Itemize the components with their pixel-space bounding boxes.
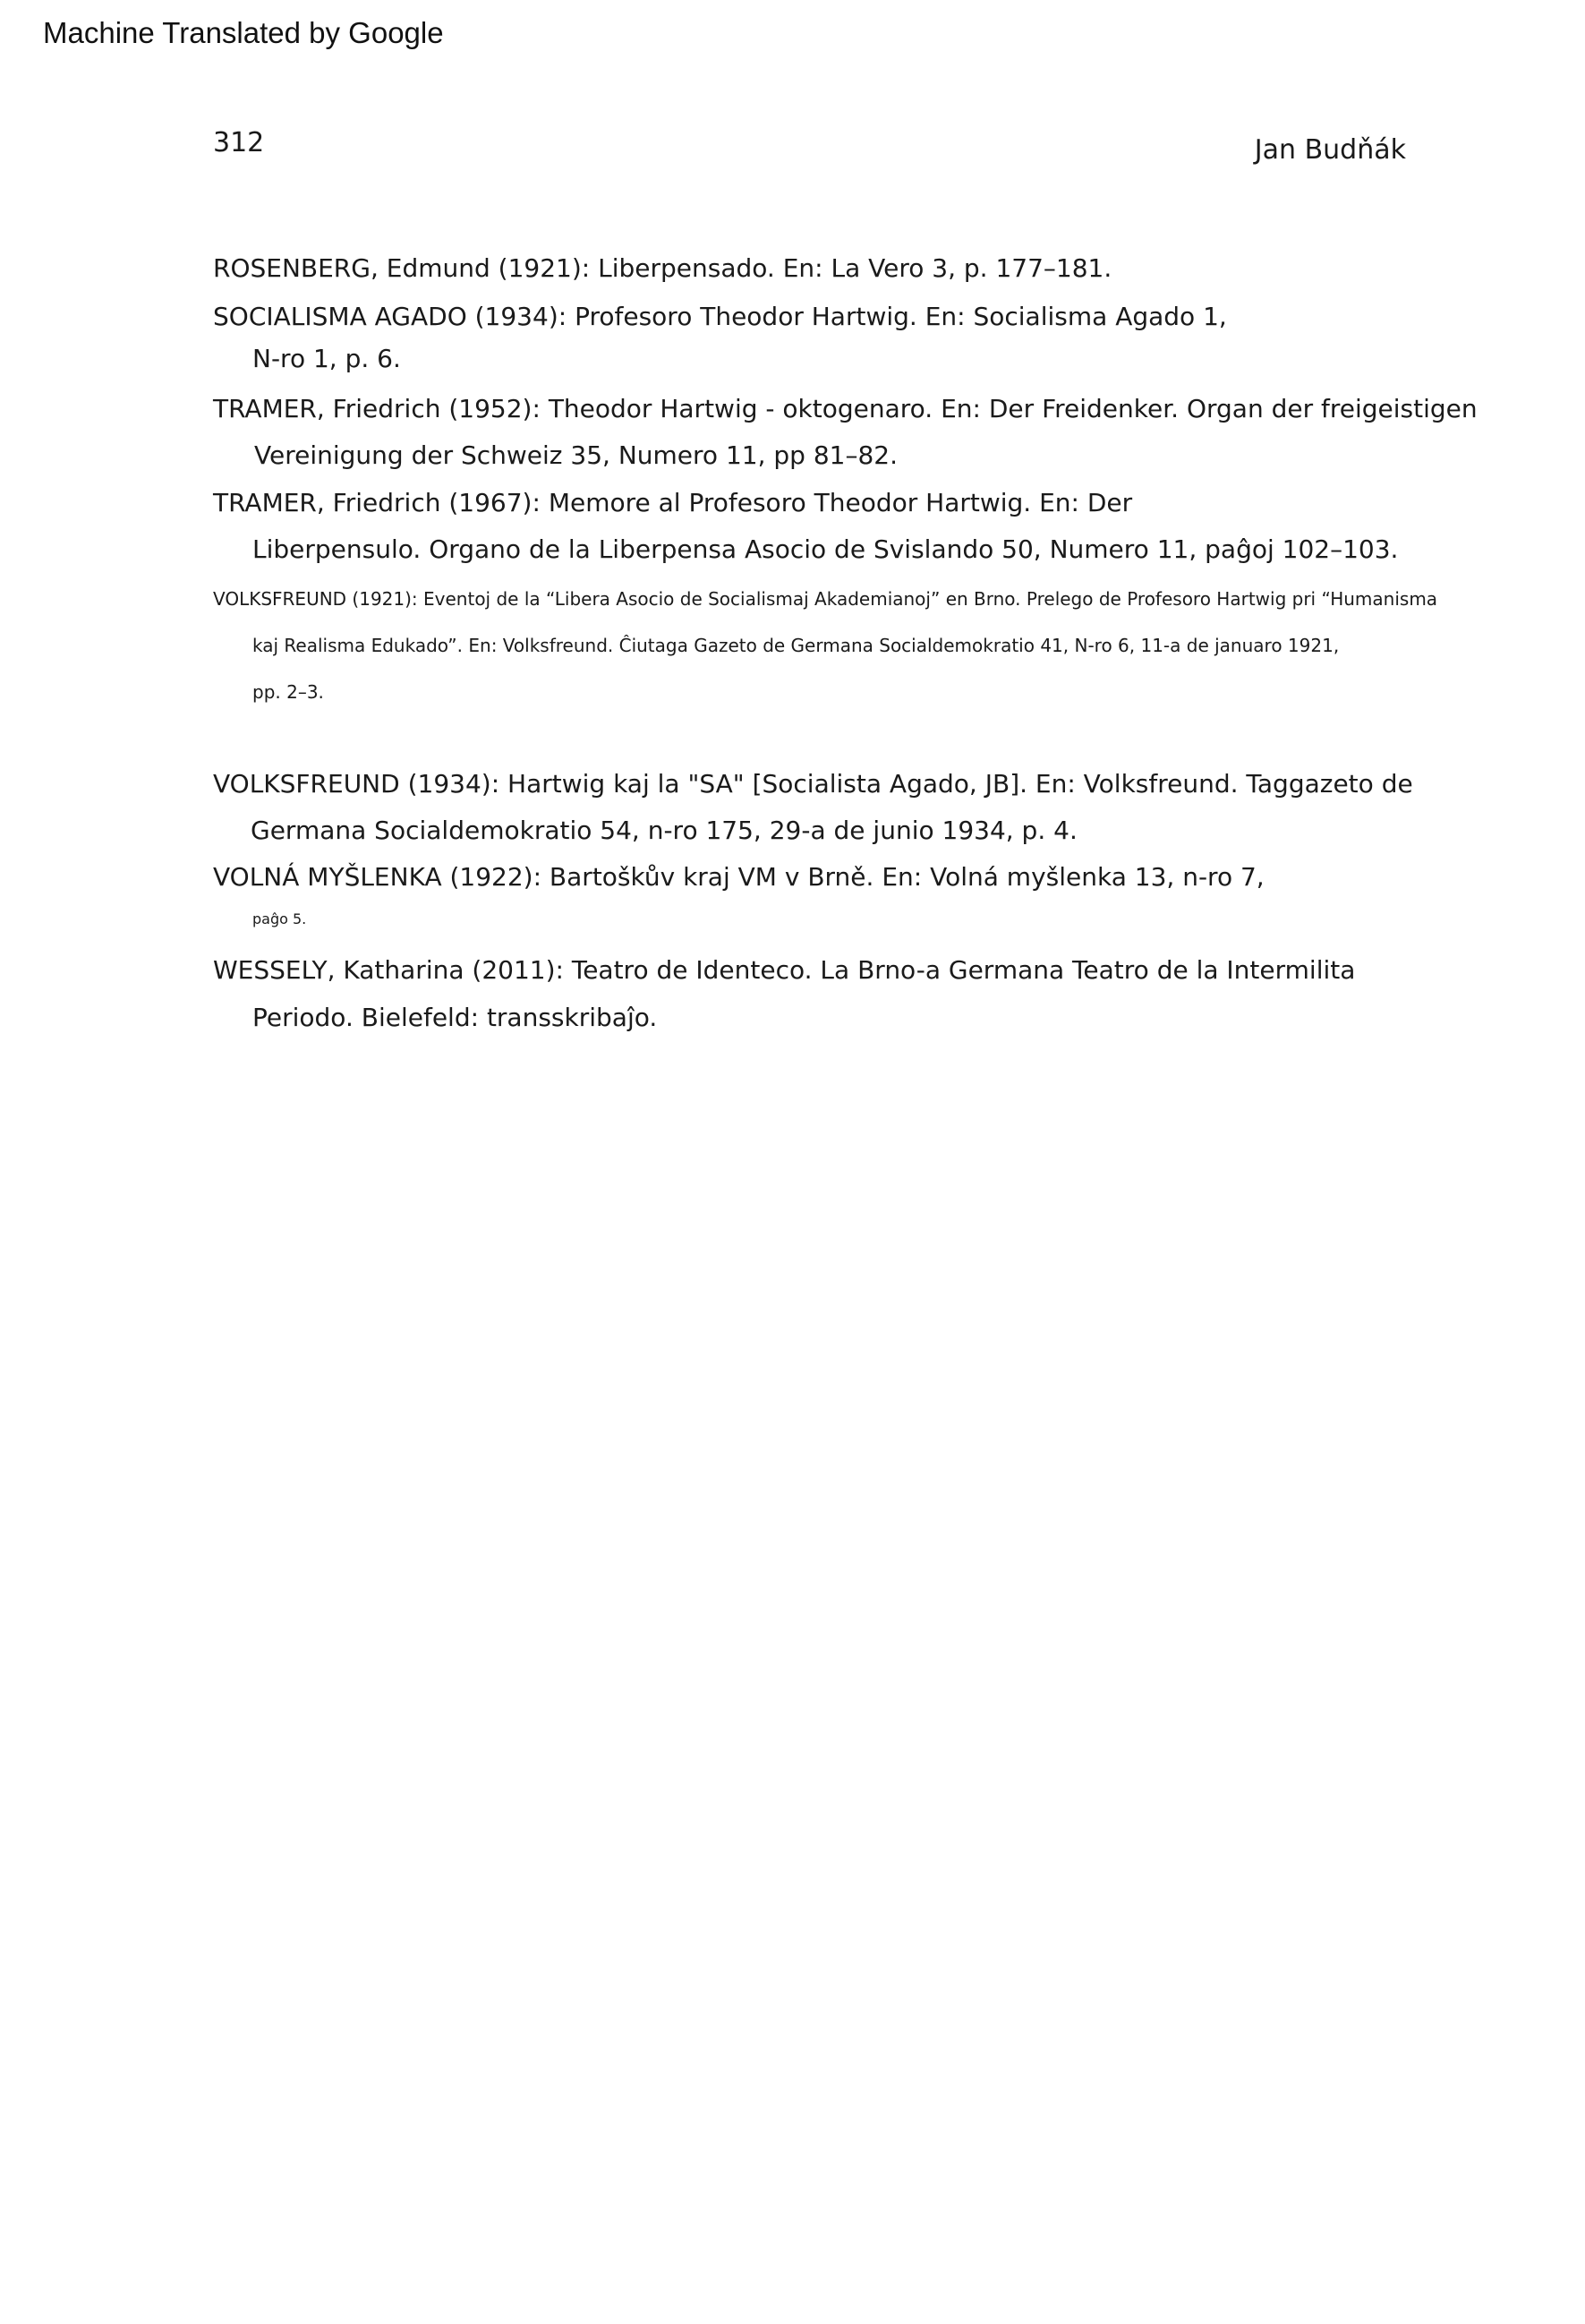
reference-line: VOLKSFREUND (1934): Hartwig kaj la "SA" [Socialista Agado, JB]. En: Volksfreund. Taggazeto de [213, 769, 1413, 799]
reference-line: Germana Socialdemokratio 54, n-ro 175, 29-a de junio 1934, p. 4. [251, 816, 1078, 845]
reference-line: Vereinigung der Schweiz 35, Numero 11, pp 81–82. [254, 440, 898, 470]
reference-line: N-ro 1, p. 6. [252, 344, 401, 373]
running-head-author: Jan Budňák [1254, 134, 1406, 166]
reference-line: TRAMER, Friedrich (1952): Theodor Hartwig - oktogenaro. En: Der Freidenker. Organ der freigeistigen [213, 394, 1478, 423]
reference-line: Liberpensulo. Organo de la Liberpensa Asocio de Svislando 50, Numero 11, paĝoj 102–103. [252, 534, 1399, 564]
reference-line: WESSELY, Katharina (2011): Teatro de Identeco. La Brno-a Germana Teatro de la Intermilita [213, 955, 1356, 985]
reference-line: ROSENBERG, Edmund (1921): Liberpensado. En: La Vero 3, p. 177–181. [213, 253, 1112, 283]
reference-line: TRAMER, Friedrich (1967): Memore al Profesoro Theodor Hartwig. En: Der [213, 488, 1133, 517]
reference-line: Periodo. Bielefeld: transskribaĵo. [252, 1003, 658, 1032]
reference-line: paĝo 5. [252, 910, 307, 927]
reference-line: kaj Realisma Edukado”. En: Volksfreund. Ĉiutaga Gazeto de Germana Socialdemokratio 41, N-ro 6, 11-a de januaro 1921, [252, 635, 1340, 656]
reference-line: VOLKSFREUND (1921): Eventoj de la “Libera Asocio de Socialismaj Akademianoj” en Brno. Prelego de Profesoro Hartwig pri “Humanisma [213, 588, 1438, 610]
reference-line: SOCIALISMA AGADO (1934): Profesoro Theodor Hartwig. En: Socialisma Agado 1, [213, 302, 1227, 331]
reference-line: pp. 2–3. [252, 681, 324, 703]
machine-translation-banner: Machine Translated by Google [43, 16, 444, 49]
page-number: 312 [213, 127, 265, 158]
reference-line: VOLNÁ MYŠLENKA (1922): Bartoškův kraj VM v Brně. En: Volná myšlenka 13, n-ro 7, [213, 862, 1265, 892]
